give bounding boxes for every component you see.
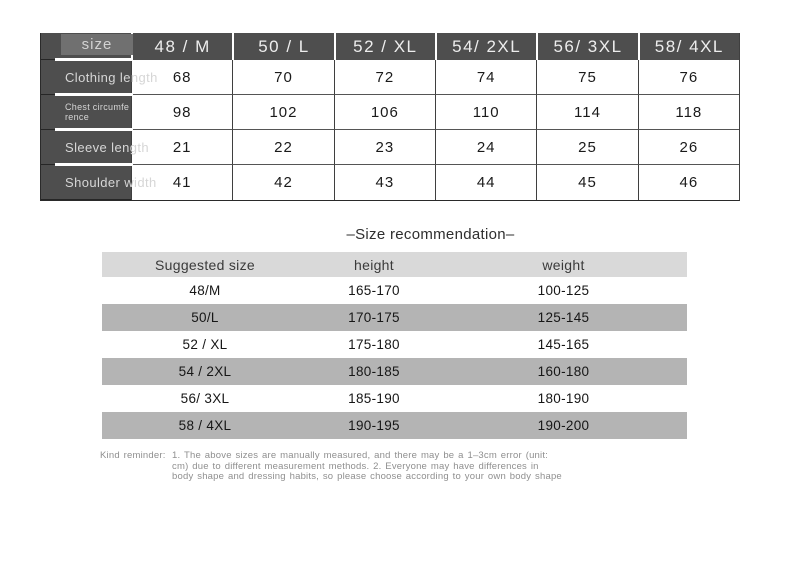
- measure-row-label-shoulder-width: [41, 165, 157, 200]
- measure-row-label: Clothing length: [65, 69, 158, 85]
- size-value: 44: [476, 174, 496, 191]
- measure-row-label: Shoulder width: [65, 174, 157, 190]
- size-value: 76: [679, 68, 699, 86]
- measurement-table-corner-cell: [41, 33, 131, 60]
- size-value: 75: [578, 68, 597, 86]
- kind-reminder: [100, 451, 562, 483]
- rec-height-cell: 180-185: [348, 364, 400, 379]
- size-value-cell: [232, 165, 333, 200]
- recommendation-header-row: [102, 252, 687, 277]
- size-col-header-58-4xl: [640, 33, 739, 60]
- size-value: 22: [274, 138, 293, 156]
- size-col-header-label: 50 / L: [258, 36, 310, 56]
- size-col-header-label: 48 / M: [154, 36, 211, 56]
- rec-height-cell: 170-175: [348, 310, 400, 325]
- size-value-cell: [536, 130, 637, 165]
- recommendation-row-48m: [102, 277, 687, 304]
- size-value-cell: [638, 60, 739, 95]
- size-value: 45: [578, 174, 597, 191]
- recommendation-table: [102, 252, 687, 439]
- size-value-cell: [131, 95, 232, 130]
- measure-row-label-sleeve-length: [41, 130, 149, 165]
- kind-reminder-label: Kind reminder:: [100, 450, 166, 461]
- recommendation-row-50l: [102, 304, 687, 331]
- size-value-cell: [435, 165, 536, 200]
- rec-weight-cell: 100-125: [537, 283, 590, 298]
- size-value: 41: [172, 174, 192, 191]
- size-value: 102: [269, 103, 298, 121]
- size-recommendation-title: –Size recommendation–: [346, 226, 515, 243]
- size-value: 25: [578, 138, 597, 156]
- rec-size-cell: 56/ 3XL: [180, 391, 230, 406]
- size-value-cell: [334, 165, 435, 200]
- size-value-cell: [638, 95, 739, 130]
- size-col-header-54-2xl: [437, 33, 536, 60]
- size-value-cell: [536, 95, 637, 130]
- size-corner-label: size: [61, 34, 133, 55]
- rec-header-weight: weight: [542, 256, 585, 273]
- rec-size-cell: 48/M: [189, 283, 221, 298]
- size-value-cell: [536, 60, 637, 95]
- size-value: 74: [476, 68, 496, 86]
- size-value: 43: [375, 174, 395, 191]
- size-value-cell: [334, 60, 435, 95]
- size-value: 24: [476, 138, 496, 156]
- size-col-header-label: 52 / XL: [353, 36, 418, 56]
- size-col-header-label: 56/ 3XL: [553, 36, 623, 56]
- size-col-header-label: 58/ 4XL: [654, 36, 724, 56]
- recommendation-row-56-3xl: [102, 385, 687, 412]
- size-value: 114: [574, 103, 601, 121]
- size-value-cell: [435, 95, 536, 130]
- rec-size-cell: 52 / XL: [182, 337, 228, 352]
- rec-size-cell: 58 / 4XL: [178, 418, 232, 433]
- rec-header-height: height: [354, 256, 394, 273]
- size-value-cell: [638, 130, 739, 165]
- measure-row-label-clothing-length: [41, 60, 158, 95]
- rec-header-suggested-size: Suggested size: [155, 256, 255, 273]
- measurement-table: [40, 33, 740, 201]
- size-value: 72: [375, 68, 395, 86]
- rec-weight-cell: 125-145: [537, 310, 590, 325]
- rec-size-cell: 50/L: [191, 310, 219, 325]
- size-value: 23: [375, 138, 395, 156]
- size-value-cell: [334, 95, 435, 130]
- size-value-cell: [232, 60, 333, 95]
- size-value-cell: [232, 95, 333, 130]
- size-value-cell: [435, 130, 536, 165]
- rec-height-cell: 175-180: [348, 337, 400, 352]
- measure-row-label-chest-circumference: [41, 95, 131, 130]
- rec-weight-cell: 145-165: [537, 337, 590, 352]
- size-value: 110: [472, 103, 500, 121]
- rec-weight-cell: 160-180: [537, 364, 590, 379]
- size-col-header-50l: [234, 33, 333, 60]
- rec-weight-cell: 190-200: [537, 418, 590, 433]
- kind-reminder-text: 1. The above sizes are manually measured, and there may be a 1–3cm error (unit: cm) due to different measurement methods. 2. Everyone may have differences in body shape and dressing habits, so please choose according to your own body shape: [172, 450, 562, 482]
- size-value: 106: [370, 103, 399, 121]
- size-value: 68: [172, 68, 192, 86]
- rec-height-cell: 165-170: [348, 283, 400, 298]
- size-value-cell: [536, 165, 637, 200]
- recommendation-row-52xl: [102, 331, 687, 358]
- size-value: 46: [679, 174, 699, 191]
- size-value-cell: [435, 60, 536, 95]
- size-value: 21: [172, 138, 192, 156]
- size-value: 26: [679, 138, 699, 156]
- rec-height-cell: 190-195: [348, 418, 400, 433]
- size-value-cell: [638, 165, 739, 200]
- size-value: 42: [274, 174, 293, 191]
- size-value: 70: [274, 68, 293, 86]
- rec-size-cell: 54 / 2XL: [178, 364, 232, 379]
- size-col-header-56-3xl: [538, 33, 637, 60]
- rec-weight-cell: 180-190: [537, 391, 590, 406]
- size-col-header-label: 54/ 2XL: [452, 36, 522, 56]
- size-value-cell: [232, 130, 333, 165]
- recommendation-row-58-4xl: [102, 412, 687, 439]
- rec-height-cell: 185-190: [348, 391, 400, 406]
- size-col-header-52xl: [336, 33, 435, 60]
- size-value-cell: [334, 130, 435, 165]
- measure-row-label: Chest circumference: [65, 102, 130, 122]
- measure-row-label: Sleeve length: [65, 139, 149, 155]
- size-col-header-48m: [133, 33, 232, 60]
- recommendation-row-54-2xl: [102, 358, 687, 385]
- size-value: 118: [675, 103, 703, 121]
- size-value: 98: [172, 103, 192, 121]
